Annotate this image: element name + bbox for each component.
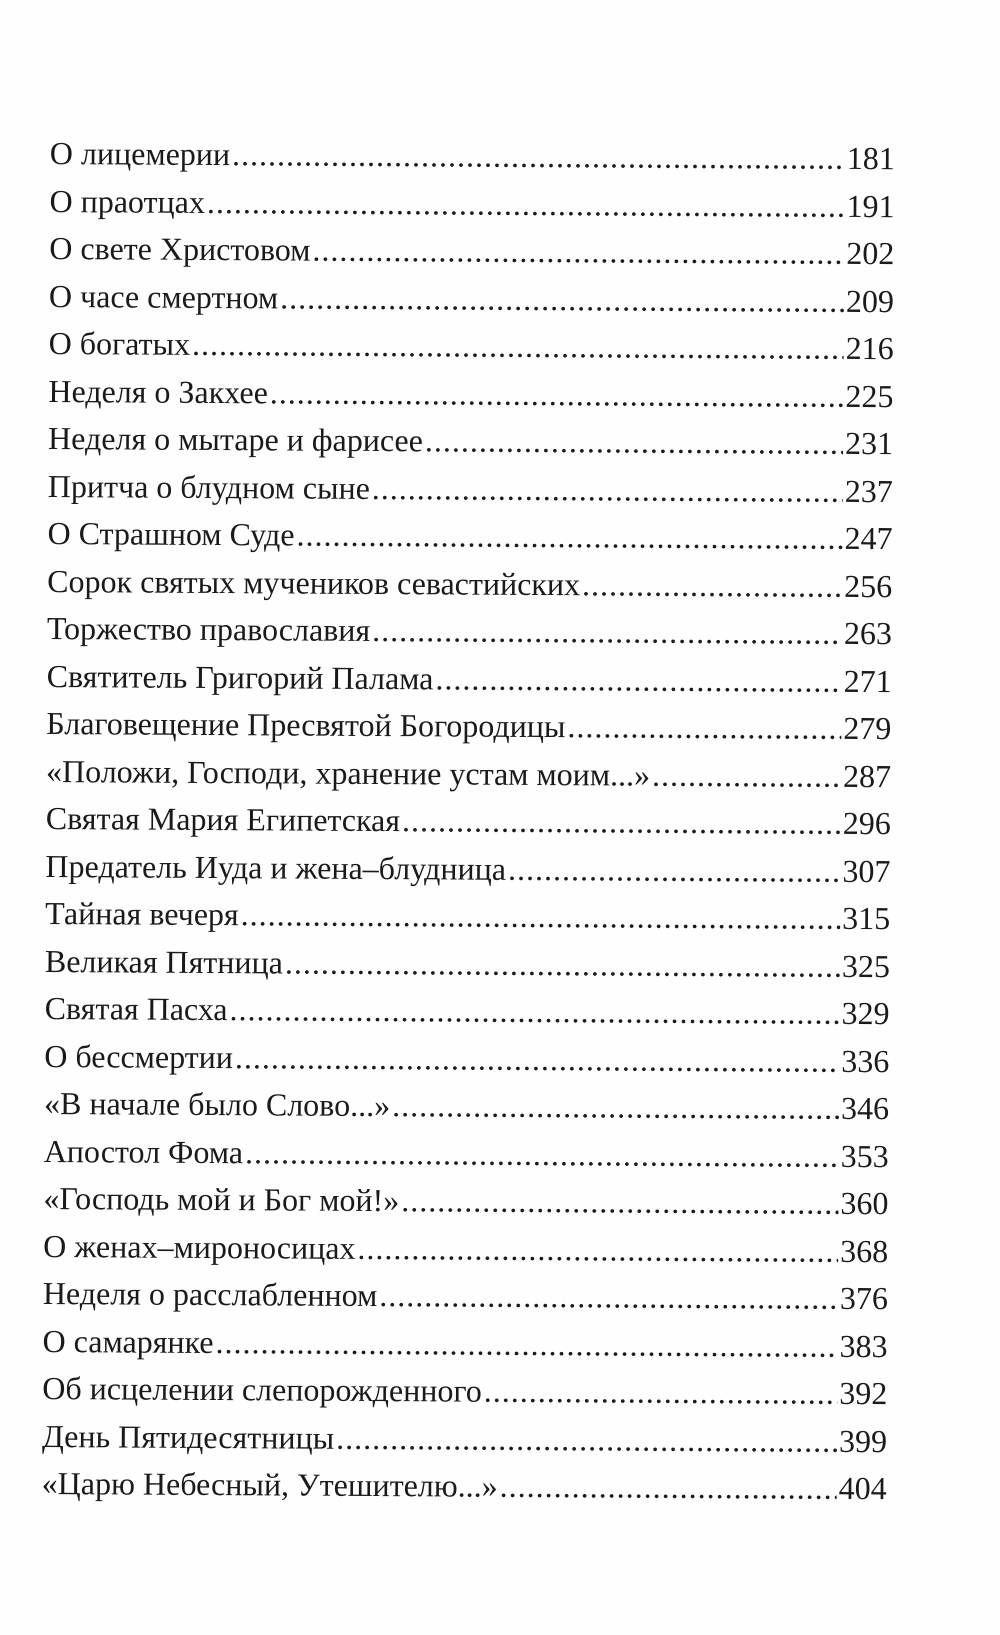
dot-leader	[652, 751, 841, 800]
toc-entry	[44, 1080, 889, 1133]
dot-leader	[582, 561, 842, 610]
toc-entry	[48, 367, 893, 420]
toc-entry-title: О праотцах	[49, 182, 206, 220]
toc-entry-title: Великая Пятница	[44, 942, 284, 980]
toc-entry	[45, 890, 890, 943]
toc-entry-title: «Царю Небесный, Утешителю...»	[41, 1464, 498, 1504]
toc-entry-page: 287	[842, 757, 892, 794]
table-of-contents	[42, 130, 895, 1513]
toc-entry-page: 256	[844, 567, 893, 604]
toc-entry-page: 399	[838, 1422, 888, 1459]
toc-entry	[45, 842, 890, 895]
dot-leader	[192, 321, 844, 372]
dot-leader	[402, 797, 841, 847]
dot-leader	[215, 1319, 837, 1370]
toc-entry	[49, 272, 894, 325]
toc-entry-title: Сорок святых мучеников севастийских	[47, 562, 581, 602]
toc-entry	[44, 1032, 889, 1085]
toc-entry	[46, 747, 891, 800]
toc-entry	[47, 652, 892, 705]
dot-leader	[207, 178, 845, 229]
toc-entry-page: 329	[841, 994, 890, 1032]
toc-entry-page: 307	[842, 852, 891, 889]
toc-entry-page: 368	[840, 1232, 889, 1269]
dot-leader	[500, 1463, 837, 1513]
dot-leader	[435, 655, 841, 705]
toc-entry-page: 271	[843, 662, 892, 699]
dot-leader	[235, 1034, 840, 1085]
toc-entry-page: 376	[839, 1279, 888, 1317]
toc-entry	[49, 320, 894, 373]
dot-leader	[280, 274, 844, 325]
toc-entry-title: О Страшном Суде	[47, 514, 295, 553]
toc-entry-page: 325	[841, 947, 891, 984]
dot-leader	[357, 1224, 838, 1274]
toc-entry	[42, 1365, 887, 1418]
dot-leader	[232, 131, 845, 182]
toc-entry-title: Святая Пасха	[44, 989, 228, 1028]
toc-entry-page: 383	[839, 1327, 888, 1364]
toc-entry-title: Тайная вечеря	[45, 894, 239, 933]
toc-entry-page: 336	[841, 1042, 890, 1079]
toc-entry-title: О лицемерии	[49, 134, 231, 173]
toc-entry-page: 296	[842, 804, 891, 842]
toc-entry-title: Святитель Григорий Палама	[46, 657, 434, 696]
toc-entry-page: 353	[840, 1137, 889, 1174]
toc-entry-title: О богатых	[48, 324, 191, 362]
dot-leader	[285, 939, 840, 990]
toc-entry-title: День Пятидесятницы	[41, 1417, 335, 1456]
toc-entry-title: Торжество православия	[46, 609, 371, 648]
toc-entry	[49, 225, 894, 278]
dot-leader	[392, 1082, 839, 1132]
toc-entry-page: 181	[846, 139, 895, 177]
toc-entry-page: 247	[844, 519, 893, 557]
toc-entry-page: 202	[846, 234, 895, 272]
toc-entry-title: О свете Христовом	[49, 229, 311, 268]
toc-entry-page: 263	[843, 614, 893, 652]
toc-entry	[47, 557, 892, 610]
toc-entry-page: 225	[845, 377, 894, 414]
toc-entry	[48, 462, 893, 515]
toc-entry-page: 237	[844, 472, 893, 509]
dot-leader	[372, 607, 842, 657]
toc-entry-title: Неделя о Закхее	[48, 372, 268, 410]
dot-leader	[425, 417, 844, 467]
toc-entry-page: 231	[844, 424, 894, 462]
toc-entry-title: «В начале было Слово...»	[43, 1084, 391, 1124]
toc-entry-title: Апостол Фома	[43, 1132, 244, 1170]
toc-entry-title: Притча о блудном сыне	[47, 467, 370, 506]
toc-entry-title: Предатель Иуда и жена–блудница	[45, 847, 507, 887]
toc-entry	[43, 1270, 888, 1323]
dot-leader	[245, 1129, 839, 1180]
dot-leader	[241, 891, 841, 942]
toc-entry	[42, 1460, 887, 1513]
toc-entry-title: О самарянке	[42, 1322, 214, 1360]
toc-entry	[44, 1127, 889, 1180]
toc-entry-title: Благовещение Пресвятой Богородицы	[46, 704, 566, 745]
toc-entry	[44, 985, 889, 1038]
toc-entry-page: 346	[840, 1089, 890, 1127]
dot-leader	[379, 1272, 838, 1322]
toc-entry-page: 216	[845, 329, 894, 367]
toc-entry	[43, 1175, 888, 1228]
toc-entry-title: Об исцелении слепорожденного	[42, 1369, 482, 1409]
toc-entry-title: О женах–мироносицах	[43, 1227, 356, 1266]
toc-entry-page: 392	[839, 1374, 888, 1412]
dot-leader	[336, 1414, 837, 1465]
toc-entry-page: 404	[838, 1469, 887, 1507]
toc-entry-title: О бессмертии	[44, 1037, 234, 1075]
toc-entry-title: «Положи, Господи, хранение устам моим...»	[45, 752, 651, 793]
dot-leader	[372, 464, 843, 514]
toc-entry	[42, 1317, 887, 1370]
toc-entry	[46, 795, 891, 848]
toc-entry-page: 191	[846, 187, 895, 224]
toc-entry	[47, 605, 892, 658]
toc-entry-page: 315	[842, 899, 891, 937]
dot-leader	[312, 227, 844, 278]
dot-leader	[484, 1368, 838, 1418]
toc-entry	[43, 1222, 888, 1275]
toc-entry-title: О часе смертном	[48, 277, 279, 315]
toc-entry	[45, 937, 890, 990]
dot-leader	[229, 986, 839, 1037]
toc-entry	[48, 415, 893, 468]
dot-leader	[567, 703, 841, 752]
dot-leader	[296, 512, 842, 563]
toc-entry-page: 279	[843, 709, 892, 747]
toc-entry	[47, 510, 892, 563]
dot-leader	[508, 845, 841, 895]
dot-leader	[401, 1177, 838, 1227]
toc-entry-page: 360	[840, 1184, 889, 1222]
toc-entry	[42, 1412, 887, 1465]
toc-entry-title: Неделя о расслабленном	[42, 1274, 378, 1314]
toc-entry-page: 209	[845, 282, 895, 319]
toc-entry-title: «Господь мой и Бог мой!»	[43, 1179, 400, 1219]
toc-entry	[49, 177, 894, 230]
toc-entry	[46, 700, 891, 753]
toc-entry	[50, 130, 895, 183]
toc-entry-title: Святая Мария Египетская	[45, 799, 401, 839]
dot-leader	[270, 369, 844, 420]
toc-entry-title: Неделя о мытаре и фарисее	[48, 419, 424, 459]
